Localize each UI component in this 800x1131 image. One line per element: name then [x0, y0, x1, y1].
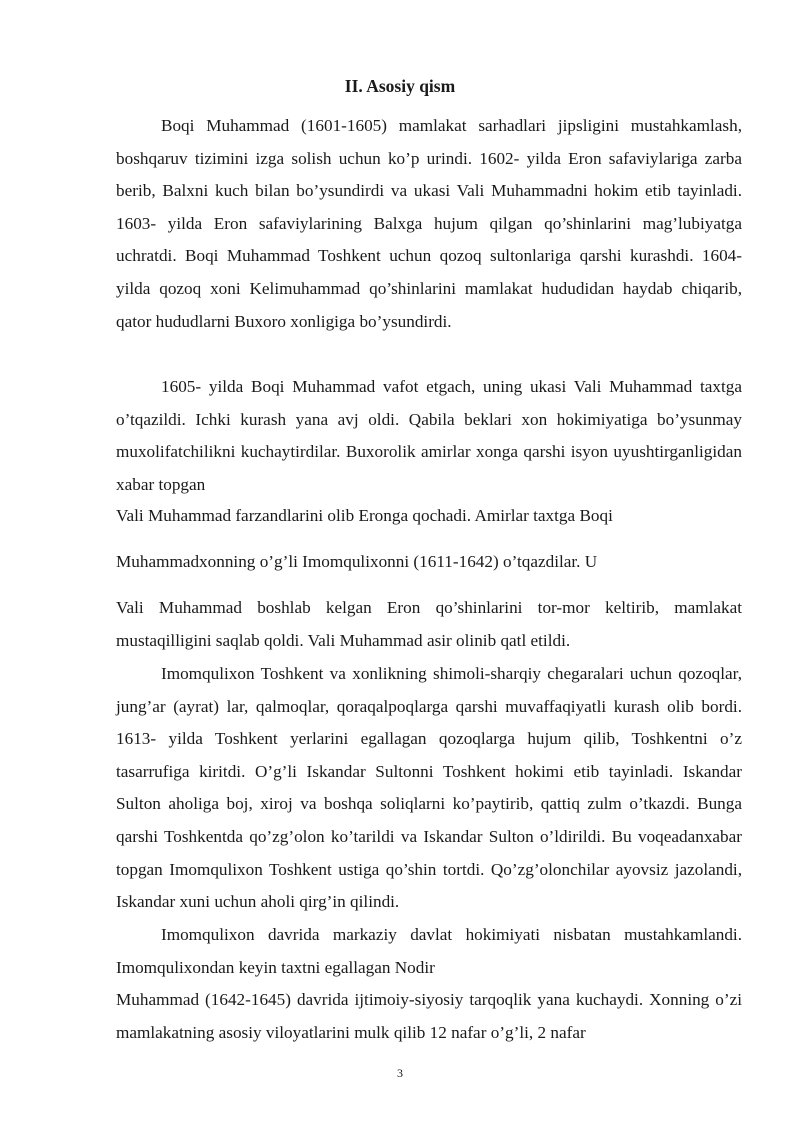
- paragraph-3: Vali Muhammad boshlab kelgan Eron qo’shinlarini tor-mor keltirib, mamlakat mustaqilligini saqlab qoldi. Vali Muhammad asir olinib qatl etildi.: [116, 598, 742, 650]
- paragraph-4: Imomqulixon Toshkent va xonlikning shimoli-sharqiy chegaralari uchun qozoqlar, jung’ar (ayrat) lar, qalmoqlar, qoraqalpoqlarga qarshi muvaffaqiyatli kurash olib bordi. 1613- yilda Toshkent yerlarini egallagan qozoqlarga hujum qilib, Toshkentni o’z tasarrufiga kiritdi. O’g’li Iskandar Sultonni Toshkent hokimi etib tayinladi. Iskandar Sulton aholiga boj, xiroj va boshqa soliqlarni ko’paytirib, qattiq zulm o’tkazdi. Bunga qarshi Toshkentda qo’zg’olon ko’tarildi va Iskandar Sulton o’ldirildi. Bu voqeadanxabar topgan Imomqulixon Toshkent ustiga qo’shin tortdi. Qo’zg’olonchilar ayovsiz jazolandi, Iskandar xuni uchun aholi qirg’in qilindi.: [116, 664, 742, 912]
- paragraph-6: Muhammad (1642-1645) davrida ijtimoiy-siyosiy tarqoqlik yana kuchaydi. Xonning o’zi mamlakatning asosiy viloyatlarini mulk qilib 12 nafar o’g’li, 2 nafar: [116, 990, 742, 1042]
- section-heading: II. Asosiy qism: [344, 76, 456, 96]
- paragraph-5: Imomqulixon davrida markaziy davlat hokimiyati nisbatan mustahkamlandi. Imomqulixondan keyin taxtni egallagan Nodir: [116, 925, 742, 977]
- text-line-1: Vali Muhammad farzandlarini olib Eronga qochadi. Amirlar taxtga Boqi: [116, 506, 613, 525]
- page-number: 3: [397, 1066, 403, 1080]
- text-line-2: Muhammadxonning o’g’li Imomqulixonni (1611-1642) o’tqazdilar. U: [116, 552, 598, 571]
- paragraph-1: Boqi Muhammad (1601-1605) mamlakat sarhadlari jipsligini mustahkamlash, boshqaruv tizimini izga solish uchun ko’p urindi. 1602- yilda Eron safaviylariga zarba berib, Balxni kuch bilan bo’ysundirdi va ukasi Vali Muhammadni hokim etib tayinladi. 1603- yilda Eron safaviylarining Balxga hujum qilgan qo’shinlarini mag’lubiyatga uchratdi. Boqi Muhammad Toshkent uchun qozoq sultonlariga qarshi kurashdi. 1604- yilda qozoq xoni Kelimuhammad qo’shinlarini mamlakat hududidan haydab chiqarib, qator hududlarni Buxoro xonligiga bo’ysundirdi.: [116, 116, 742, 331]
- paragraph-2: 1605- yilda Boqi Muhammad vafot etgach, uning ukasi Vali Muhammad taxtga o’tqazildi. Ichki kurash yana avj oldi. Qabila beklari xon hokimiyatiga bo’ysunmay muxolifatchilikni kuchaytirdilar. Buxorolik amirlar xonga qarshi isyon uyushtirganligidan xabar topgan: [116, 377, 742, 494]
